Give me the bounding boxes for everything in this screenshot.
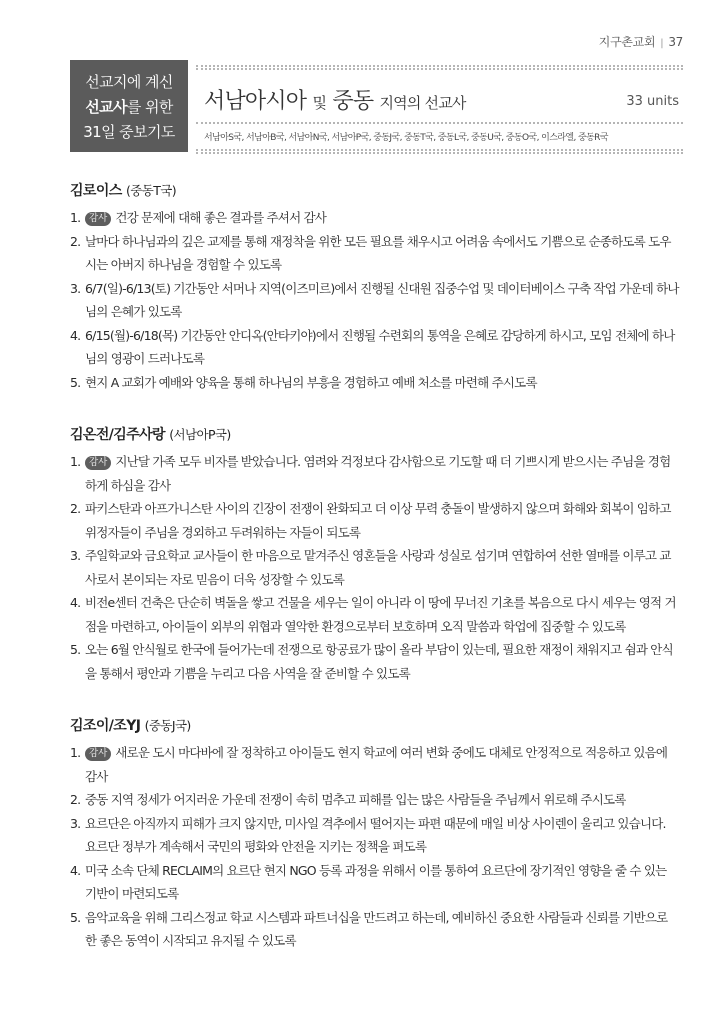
- church-name: 지구촌교회: [598, 35, 656, 49]
- page-header: [599, 33, 683, 50]
- banner-bottom-rule: [196, 149, 683, 151]
- prayer-item-number: 4.: [70, 327, 81, 343]
- prayer-item-text: 파키스탄과 아프가니스탄 사이의 긴장이 전쟁이 완화되고 더 이상 무력 충돌이 발생하지 않으며 화해와 회복이 임하고 위정자들이 주님을 경외하고 두려워하는 자들이 되도록: [85, 501, 671, 540]
- prayer-item-number: 5.: [70, 909, 81, 925]
- banner-box-line2-bold: 선교사: [85, 98, 127, 116]
- prayer-item-number: 1.: [70, 210, 81, 225]
- prayer-item-text: 6/7(일)-6/13(토) 기간동안 서머나 지역(이즈미르)에서 진행될 신대원 집중수업 및 데이터베이스 구축 작업 가운데 하나님의 은혜가 있도록: [85, 280, 679, 319]
- prayer-item-text: 새로운 도시 마다바에 잘 정착하고 아이들도 현지 학교에 여러 변화 중에도 대체로 안정적으로 적응하고 있음에 감사: [85, 745, 668, 784]
- prayer-item-text: 비전e센터 건축은 단순히 벽돌을 쌓고 건물을 세우는 일이 아니라 이 땅에 무너진 기초를 복음으로 다시 세우는 영적 거점을 마련하고, 아이들이 외부의 위협과 열악한 환경으로부터 보호하며 오직 말씀과 학업에 집중할 수 있도록: [85, 595, 676, 634]
- prayer-item-text: 지난달 가족 모두 비자를 받았습니다. 염려와 걱정보다 감사함으로 기도할 때 더 기쁘시게 받으시는 주님을 경험하게 하심을 감사: [85, 454, 671, 493]
- prayer-item-number: 2.: [70, 501, 81, 516]
- header-separator: |: [660, 38, 664, 49]
- prayer-item-number: 2.: [70, 792, 81, 807]
- prayer-item-text: 날마다 하나님과의 깊은 교제를 통해 재정착을 위한 모든 필요를 채우시고 어려움 속에서도 기쁨으로 순종하도록 도우시는 아버지 하나님을 경험할 수 있도록: [85, 233, 671, 272]
- banner-box-line2-rest: 를 위한: [126, 98, 173, 116]
- missionary-region: (서남아P국): [169, 427, 231, 442]
- thanks-badge: 감사: [85, 456, 111, 470]
- banner-title: [204, 84, 466, 115]
- page-number: 37: [668, 35, 683, 49]
- missionary-heading: [70, 180, 680, 200]
- prayer-item-text: 음악교육을 위해 그리스정교 학교 시스템과 파트너십을 만드려고 하는데, 예비하신 중요한 사람들과 신뢰를 기반으로 한 좋은 동역이 시작되고 유지될 수 있도록: [85, 909, 668, 948]
- prayer-item: [70, 497, 680, 544]
- prayer-item-number: 4.: [70, 862, 81, 878]
- banner-middle-rule: [196, 122, 683, 124]
- prayer-item: [70, 450, 680, 497]
- prayer-item: [70, 859, 680, 906]
- prayer-item-number: 3.: [70, 280, 81, 296]
- prayer-content: [70, 180, 680, 983]
- banner-title-conj: 및: [312, 94, 327, 112]
- prayer-item-text: 건강 문제에 대해 좋은 결과를 주셔서 감사: [115, 210, 327, 225]
- prayer-item-text: 중동 지역 정세가 어지러운 가운데 전쟁이 속히 멈추고 피해를 입는 많은 사람들을 주님께서 위로해 주시도록: [85, 792, 626, 807]
- banner-bottom-rule-2: [196, 152, 683, 154]
- banner-title-part1: 서남아시아: [204, 89, 307, 114]
- missionary-heading: [70, 424, 680, 444]
- prayer-section: [70, 424, 680, 685]
- banner-box-line3: 31일 중보기도: [83, 123, 175, 141]
- prayer-item-number: 3.: [70, 548, 81, 563]
- missionary-region: (중동J국): [144, 718, 191, 733]
- banner-box-line1: 선교지에 계신: [85, 73, 173, 91]
- banner-title-part2: 중동: [332, 89, 374, 114]
- prayer-item-number: 3.: [70, 815, 81, 831]
- thanks-badge: 감사: [85, 747, 111, 761]
- prayer-item: [70, 638, 680, 685]
- prayer-item: [70, 788, 680, 812]
- banner-title-rest: 지역의 선교사: [379, 94, 466, 112]
- prayer-item: [70, 812, 680, 859]
- prayer-item: [70, 371, 680, 395]
- prayer-list: [70, 741, 680, 953]
- prayer-item-text: 6/15(월)-6/18(목) 기간동안 안디옥(안타키야)에서 진행될 수련회의 통역을 은혜로 감당하게 하시고, 모임 전체에 하나님의 영광이 드러나도록: [85, 327, 675, 366]
- prayer-item-number: 5.: [70, 374, 81, 390]
- prayer-item: [70, 324, 680, 371]
- banner-box: [70, 60, 188, 152]
- prayer-item-number: 2.: [70, 233, 81, 249]
- banner-top-rule-2: [196, 68, 683, 70]
- missionary-name: 김온전/김주사랑: [70, 427, 165, 443]
- prayer-item-text: 요르단은 아직까지 피해가 크지 않지만, 미사일 격추에서 떨어지는 파편 때문에 매일 비상 사이렌이 울리고 있습니다. 요르단 정부가 계속해서 국민의 평화와 안전을 지키는 정책을 펴도록: [85, 815, 666, 854]
- thanks-badge: 감사: [85, 212, 111, 226]
- prayer-item-number: 4.: [70, 595, 81, 610]
- prayer-item-number: 1.: [70, 454, 81, 469]
- banner-subregions: 서남아S국, 서남아B국, 서남아N국, 서남아P국, 중동J국, 중동T국, 중동L국, 중동U국, 중동O국, 이스라엘, 중동R국: [204, 133, 608, 143]
- prayer-item: [70, 230, 680, 277]
- prayer-item-text: 미국 소속 단체 RECLAIM의 요르단 현지 NGO 등록 과정을 위해서 이를 통하여 요르단에 장기적인 영향을 줄 수 있는 기반이 마련되도록: [85, 862, 667, 901]
- missionary-region: (중동T국): [125, 183, 176, 198]
- prayer-item: [70, 906, 680, 953]
- prayer-item: [70, 741, 680, 788]
- missionary-name: 김조이/조YJ: [70, 718, 141, 734]
- prayer-item-text: 오는 6월 안식월로 한국에 들어가는데 전쟁으로 항공료가 많이 올라 부담이 있는데, 필요한 재정이 채워지고 쉼과 안식을 통해서 평안과 기쁨을 누리고 다음 사역을 잘 준비할 수 있도록: [85, 642, 673, 681]
- prayer-item-text: 주일학교와 금요학교 교사들이 한 마음으로 맡겨주신 영혼들을 사랑과 성실로 섬기며 연합하여 선한 열매를 이루고 교사로서 본이되는 자로 믿음이 더욱 성장할 수 있도록: [85, 548, 671, 587]
- prayer-item: [70, 277, 680, 324]
- prayer-list: [70, 206, 680, 394]
- prayer-item-text: 현지 A 교회가 예배와 양육을 통해 하나님의 부흥을 경험하고 예배 처소를 마련해 주시도록: [85, 374, 537, 390]
- prayer-item: [70, 206, 680, 230]
- banner-units: 33 units: [626, 94, 679, 109]
- banner-box-line2: [70, 95, 188, 120]
- prayer-section: [70, 715, 680, 953]
- prayer-section: [70, 180, 680, 394]
- banner-top-rule: [196, 65, 683, 67]
- prayer-item-number: 5.: [70, 642, 81, 657]
- prayer-item: [70, 544, 680, 591]
- prayer-item-number: 1.: [70, 745, 81, 760]
- missionary-heading: [70, 715, 680, 735]
- prayer-list: [70, 450, 680, 685]
- prayer-item: [70, 591, 680, 638]
- missionary-name: 김로이스: [70, 183, 122, 199]
